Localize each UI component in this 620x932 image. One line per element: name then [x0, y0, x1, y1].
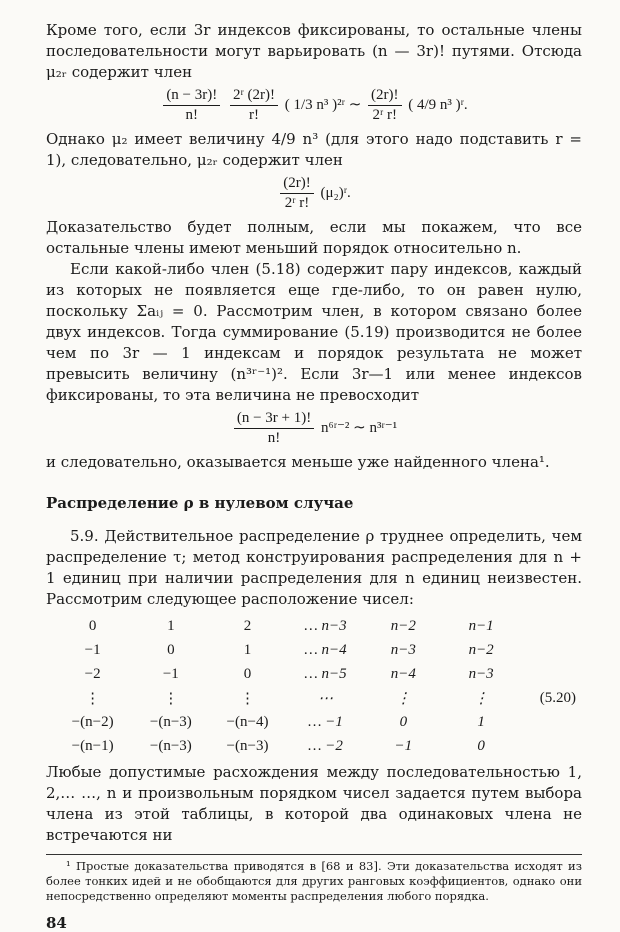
paragraph-4: Если какой-либо член (5.18) содержит пару индексов, каждый из которых не появляется еще где-либо, то он равен нулю, поскольку Σaᵢⱼ = 0. Рассмотрим член, в котором связано более двух индексов. Тогда суммирование (5.19) производится не более чем по 3r — 1 индексам и порядок результата не может превысить величину (n³ʳ⁻¹)². Если 3r—1 или менее индексов фиксированы, то эта величина не превосходит	[46, 260, 582, 404]
eq3-numerator: (n − 3r + 1)!	[234, 409, 314, 429]
array-cell: −1	[84, 641, 101, 658]
eq2-tail: (μ₂)ʳ.	[320, 184, 351, 201]
eq1-power-term: ( 1/3 n³ )²ʳ	[284, 96, 345, 113]
array-row	[52, 686, 582, 710]
array-cell: ⋮	[163, 690, 179, 707]
eq1-tail: ( 4/9 n³ )ʳ.	[408, 96, 468, 113]
array-label-spacer	[520, 710, 582, 734]
array-cell: n−2	[468, 641, 494, 658]
eq3-tail: n⁶ʳ⁻² ∼ n³ʳ⁻¹	[321, 419, 398, 436]
eq2-denominator: 2ʳ r!	[284, 195, 310, 211]
array-row	[52, 614, 582, 638]
array-cell: ⋮	[239, 690, 255, 707]
array-cell: … n−3	[304, 617, 347, 634]
array-cell: 0	[88, 617, 97, 634]
array-cell: −2	[84, 665, 101, 682]
array-cell: 1	[243, 641, 252, 658]
number-array	[52, 614, 582, 758]
equation-label: (5.20)	[539, 689, 576, 706]
array-cell: ⋮	[395, 690, 411, 707]
array-cell: 2	[243, 617, 252, 634]
array-cell: … n−4	[304, 641, 347, 658]
eq1-f2-numerator: 2ʳ (2r)!	[230, 86, 278, 106]
array-cell: −(n−3)	[226, 737, 269, 754]
array-cell: 1	[167, 617, 175, 634]
paragraph-5: и следовательно, оказывается меньше уже найденного члена¹.	[46, 453, 550, 471]
footnote	[46, 854, 582, 904]
eq3-denominator: n!	[267, 430, 281, 446]
equation-1	[46, 86, 582, 125]
array-cell: … −1	[308, 713, 343, 730]
array-label-spacer	[520, 614, 582, 638]
section-title: Распределение ρ в нулевом случае	[46, 494, 354, 512]
array-cell: 0	[477, 737, 485, 754]
array-cell: −(n−2)	[71, 713, 114, 730]
array-cell: … n−5	[304, 665, 347, 682]
eq1-f3-denominator: 2ʳ r!	[372, 107, 397, 123]
paragraph-2: Однако μ₂ имеет величину 4/9 n³ (для этого надо подставить r = 1), следовательно, μ₂ᵣ содержит член	[46, 130, 582, 169]
array-cell: 0	[399, 713, 408, 730]
array-cell: 1	[477, 713, 485, 730]
array-cell: ⋮	[473, 690, 489, 707]
array-cell: ⋮	[85, 690, 101, 707]
eq1-f1-numerator: (n − 3r)!	[163, 86, 220, 106]
array-cell: −1	[394, 737, 413, 754]
equation-3	[46, 409, 582, 448]
page-number: 84	[46, 914, 67, 932]
array-cell: … −2	[308, 737, 343, 754]
paragraph-6: 5.9. Действительное распределение ρ труднее определить, чем распределение τ; метод конструирования распределения для n + 1 единиц при наличии распределения для n единиц неизвестен. Рассмотрим следующее расположение чисел:	[46, 527, 582, 608]
eq1-sim-sign: ∼	[348, 96, 362, 113]
eq1-fraction-2	[230, 86, 278, 125]
paragraph-3: Доказательство будет полным, если мы покажем, что все остальные члены имеют меньший порядок относительно n.	[46, 218, 582, 257]
array-cell: n−4	[390, 665, 416, 682]
array-cell: 0	[167, 641, 175, 658]
array-cell: −(n−3)	[149, 737, 192, 754]
eq1-fraction-3	[368, 86, 401, 125]
eq1-fraction-1	[163, 86, 220, 125]
array-label-spacer	[520, 734, 582, 758]
array-cell: −(n−3)	[149, 713, 192, 730]
paragraph-7: Любые допустимые расхождения между последовательностью 1, 2,… …, n и произвольным порядком чисел задается путем выбора члена из этой таблицы, в которой два одинаковых члена не встречаются ни	[46, 763, 582, 844]
array-cell: −1	[162, 665, 179, 682]
array-cell: 0	[243, 665, 252, 682]
array-row	[52, 638, 582, 662]
eq2-fraction	[280, 174, 313, 213]
equation-2	[46, 174, 582, 213]
array-row	[52, 734, 582, 758]
array-cell: n−3	[468, 665, 494, 682]
page	[46, 20, 582, 932]
array-row	[52, 662, 582, 686]
array-cell: n−2	[390, 617, 416, 634]
array-cell: n−3	[390, 641, 416, 658]
eq3-fraction	[234, 409, 314, 448]
array-cell: −(n−1)	[71, 737, 114, 754]
eq1-f3-numerator: (2r)!	[368, 86, 401, 106]
eq1-f1-denominator: n!	[185, 107, 199, 123]
paragraph-1: Кроме того, если 3r индексов фиксированы, то остальные члены последовательности могут варьировать (n — 3r)! путями. Отсюда μ₂ᵣ содержит член	[46, 21, 582, 81]
array-label-spacer	[520, 662, 582, 686]
array-label-spacer	[520, 638, 582, 662]
eq2-numerator: (2r)!	[280, 174, 313, 194]
eq1-f2-denominator: r!	[249, 107, 260, 123]
array-cell: n−1	[468, 617, 494, 634]
array-row	[52, 710, 582, 734]
footnote-text: ¹ Простые доказательства приводятся в [68 и 83]. Эти доказательства исходят из более тонких идей и не обобщаются для других ранговых коэффициентов, однако они непосредственно определяют моменты распределения любого порядка.	[46, 859, 582, 903]
array-cell: ⋯	[318, 690, 333, 707]
array-cell: −(n−4)	[226, 713, 269, 730]
